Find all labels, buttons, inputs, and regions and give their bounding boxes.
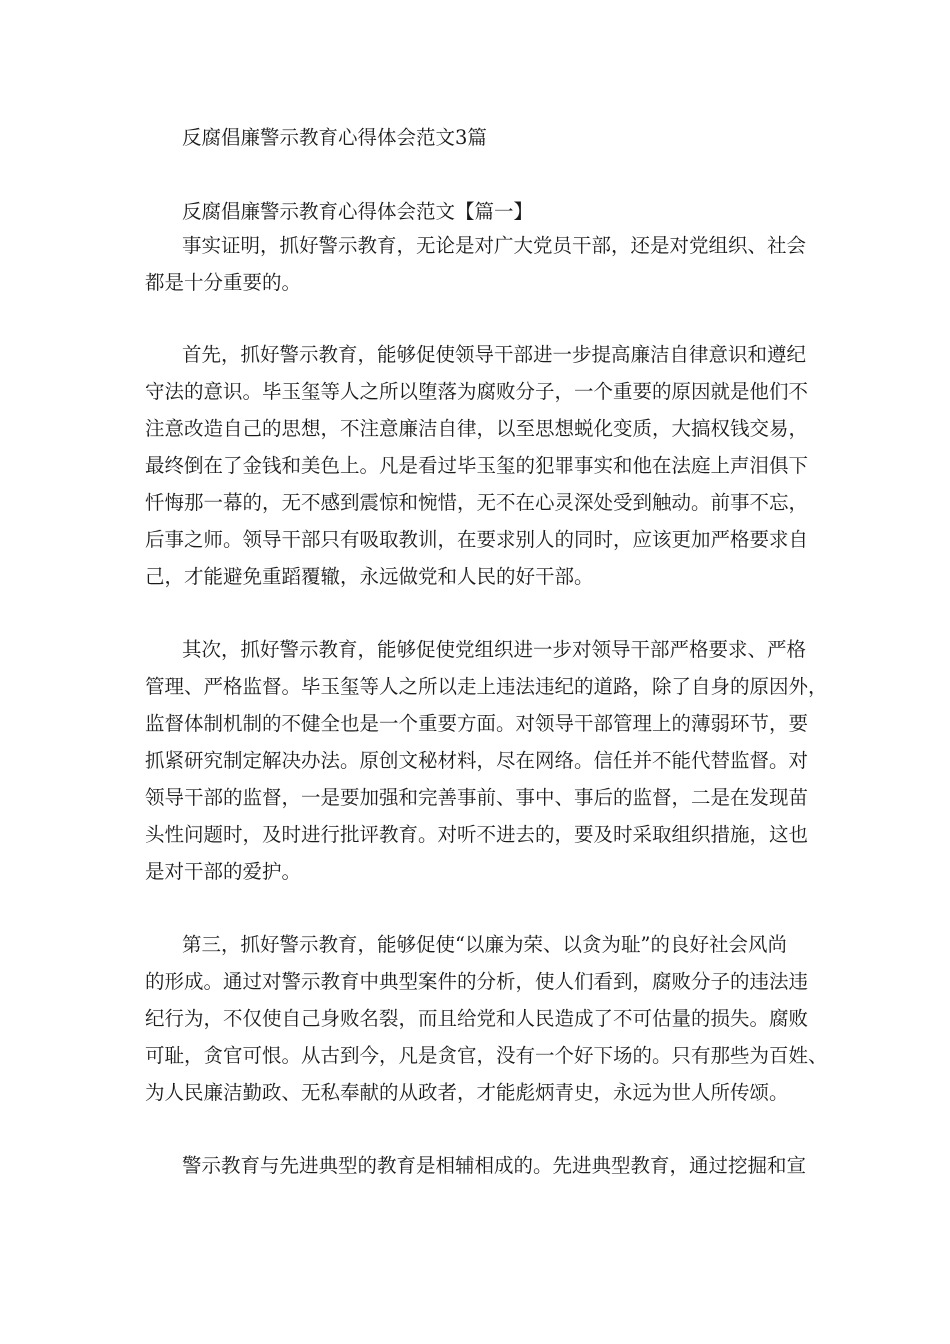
paragraph-line: 都是十分重要的。	[145, 271, 302, 294]
paragraph-line: 为人民廉洁勤政、无私奉献的从政者，才能彪炳青史，永远为世人所传颂。	[145, 1081, 789, 1104]
paragraph-line: 注意改造自己的思想，不注意廉洁自律，以至思想蜕化变质，大搞权钱交易，	[145, 417, 809, 440]
section-heading: 反腐倡廉警示教育心得体会范文【篇一】	[182, 200, 534, 223]
paragraph-line: 后事之师。领导干部只有吸取教训，在要求别人的同时，应该更加严格要求自	[145, 528, 809, 551]
paragraph-line: 头性问题时，及时进行批评教育。对听不进去的，要及时采取组织措施，这也	[145, 823, 809, 846]
paragraph-line: 最终倒在了金钱和美色上。凡是看过毕玉玺的犯罪事实和他在法庭上声泪俱下	[145, 454, 809, 477]
paragraph-line: 首先，抓好警示教育，能够促使领导干部进一步提高廉洁自律意识和遵纪	[182, 343, 807, 366]
paragraph-line: 守法的意识。毕玉玺等人之所以堕落为腐败分子，一个重要的原因就是他们不	[145, 380, 809, 403]
document-title: 反腐倡廉警示教育心得体会范文3篇	[182, 126, 487, 149]
paragraph-line: 管理、严格监督。毕玉玺等人之所以走上违法违纪的道路，除了自身的原因外，	[145, 675, 828, 698]
paragraph-line: 领导干部的监督，一是要加强和完善事前、事中、事后的监督，二是在发现苗	[145, 786, 809, 809]
paragraph-line: 可耻，贪官可恨。从古到今，凡是贪官，没有一个好下场的。只有那些为百姓、	[145, 1044, 828, 1067]
paragraph-line: 是对干部的爱护。	[145, 860, 302, 883]
paragraph-line: 其次，抓好警示教育，能够促使党组织进一步对领导干部严格要求、严格	[182, 638, 807, 661]
paragraph-line: 的形成。通过对警示教育中典型案件的分析，使人们看到，腐败分子的违法违	[145, 970, 809, 993]
paragraph-line: 第三，抓好警示教育，能够促使“以廉为荣、以贪为耻”的良好社会风尚	[182, 933, 787, 956]
paragraph-line: 纪行为，不仅使自己身败名裂，而且给党和人民造成了不可估量的损失。腐败	[145, 1007, 809, 1030]
paragraph-line: 抓紧研究制定解决办法。原创文秘材料，尽在网络。信任并不能代替监督。对	[145, 749, 809, 772]
paragraph-line: 事实证明，抓好警示教育，无论是对广大党员干部，还是对党组织、社会	[182, 234, 807, 257]
paragraph-line: 监督体制机制的不健全也是一个重要方面。对领导干部管理上的薄弱环节，要	[145, 712, 809, 735]
paragraph-line: 忏悔那一幕的，无不感到震惊和惋惜，无不在心灵深处受到触动。前事不忘，	[145, 491, 809, 514]
paragraph-line: 警示教育与先进典型的教育是相辅相成的。先进典型教育，通过挖掘和宣	[182, 1154, 807, 1177]
paragraph-line: 己，才能避免重蹈覆辙，永远做党和人民的好干部。	[145, 565, 594, 588]
